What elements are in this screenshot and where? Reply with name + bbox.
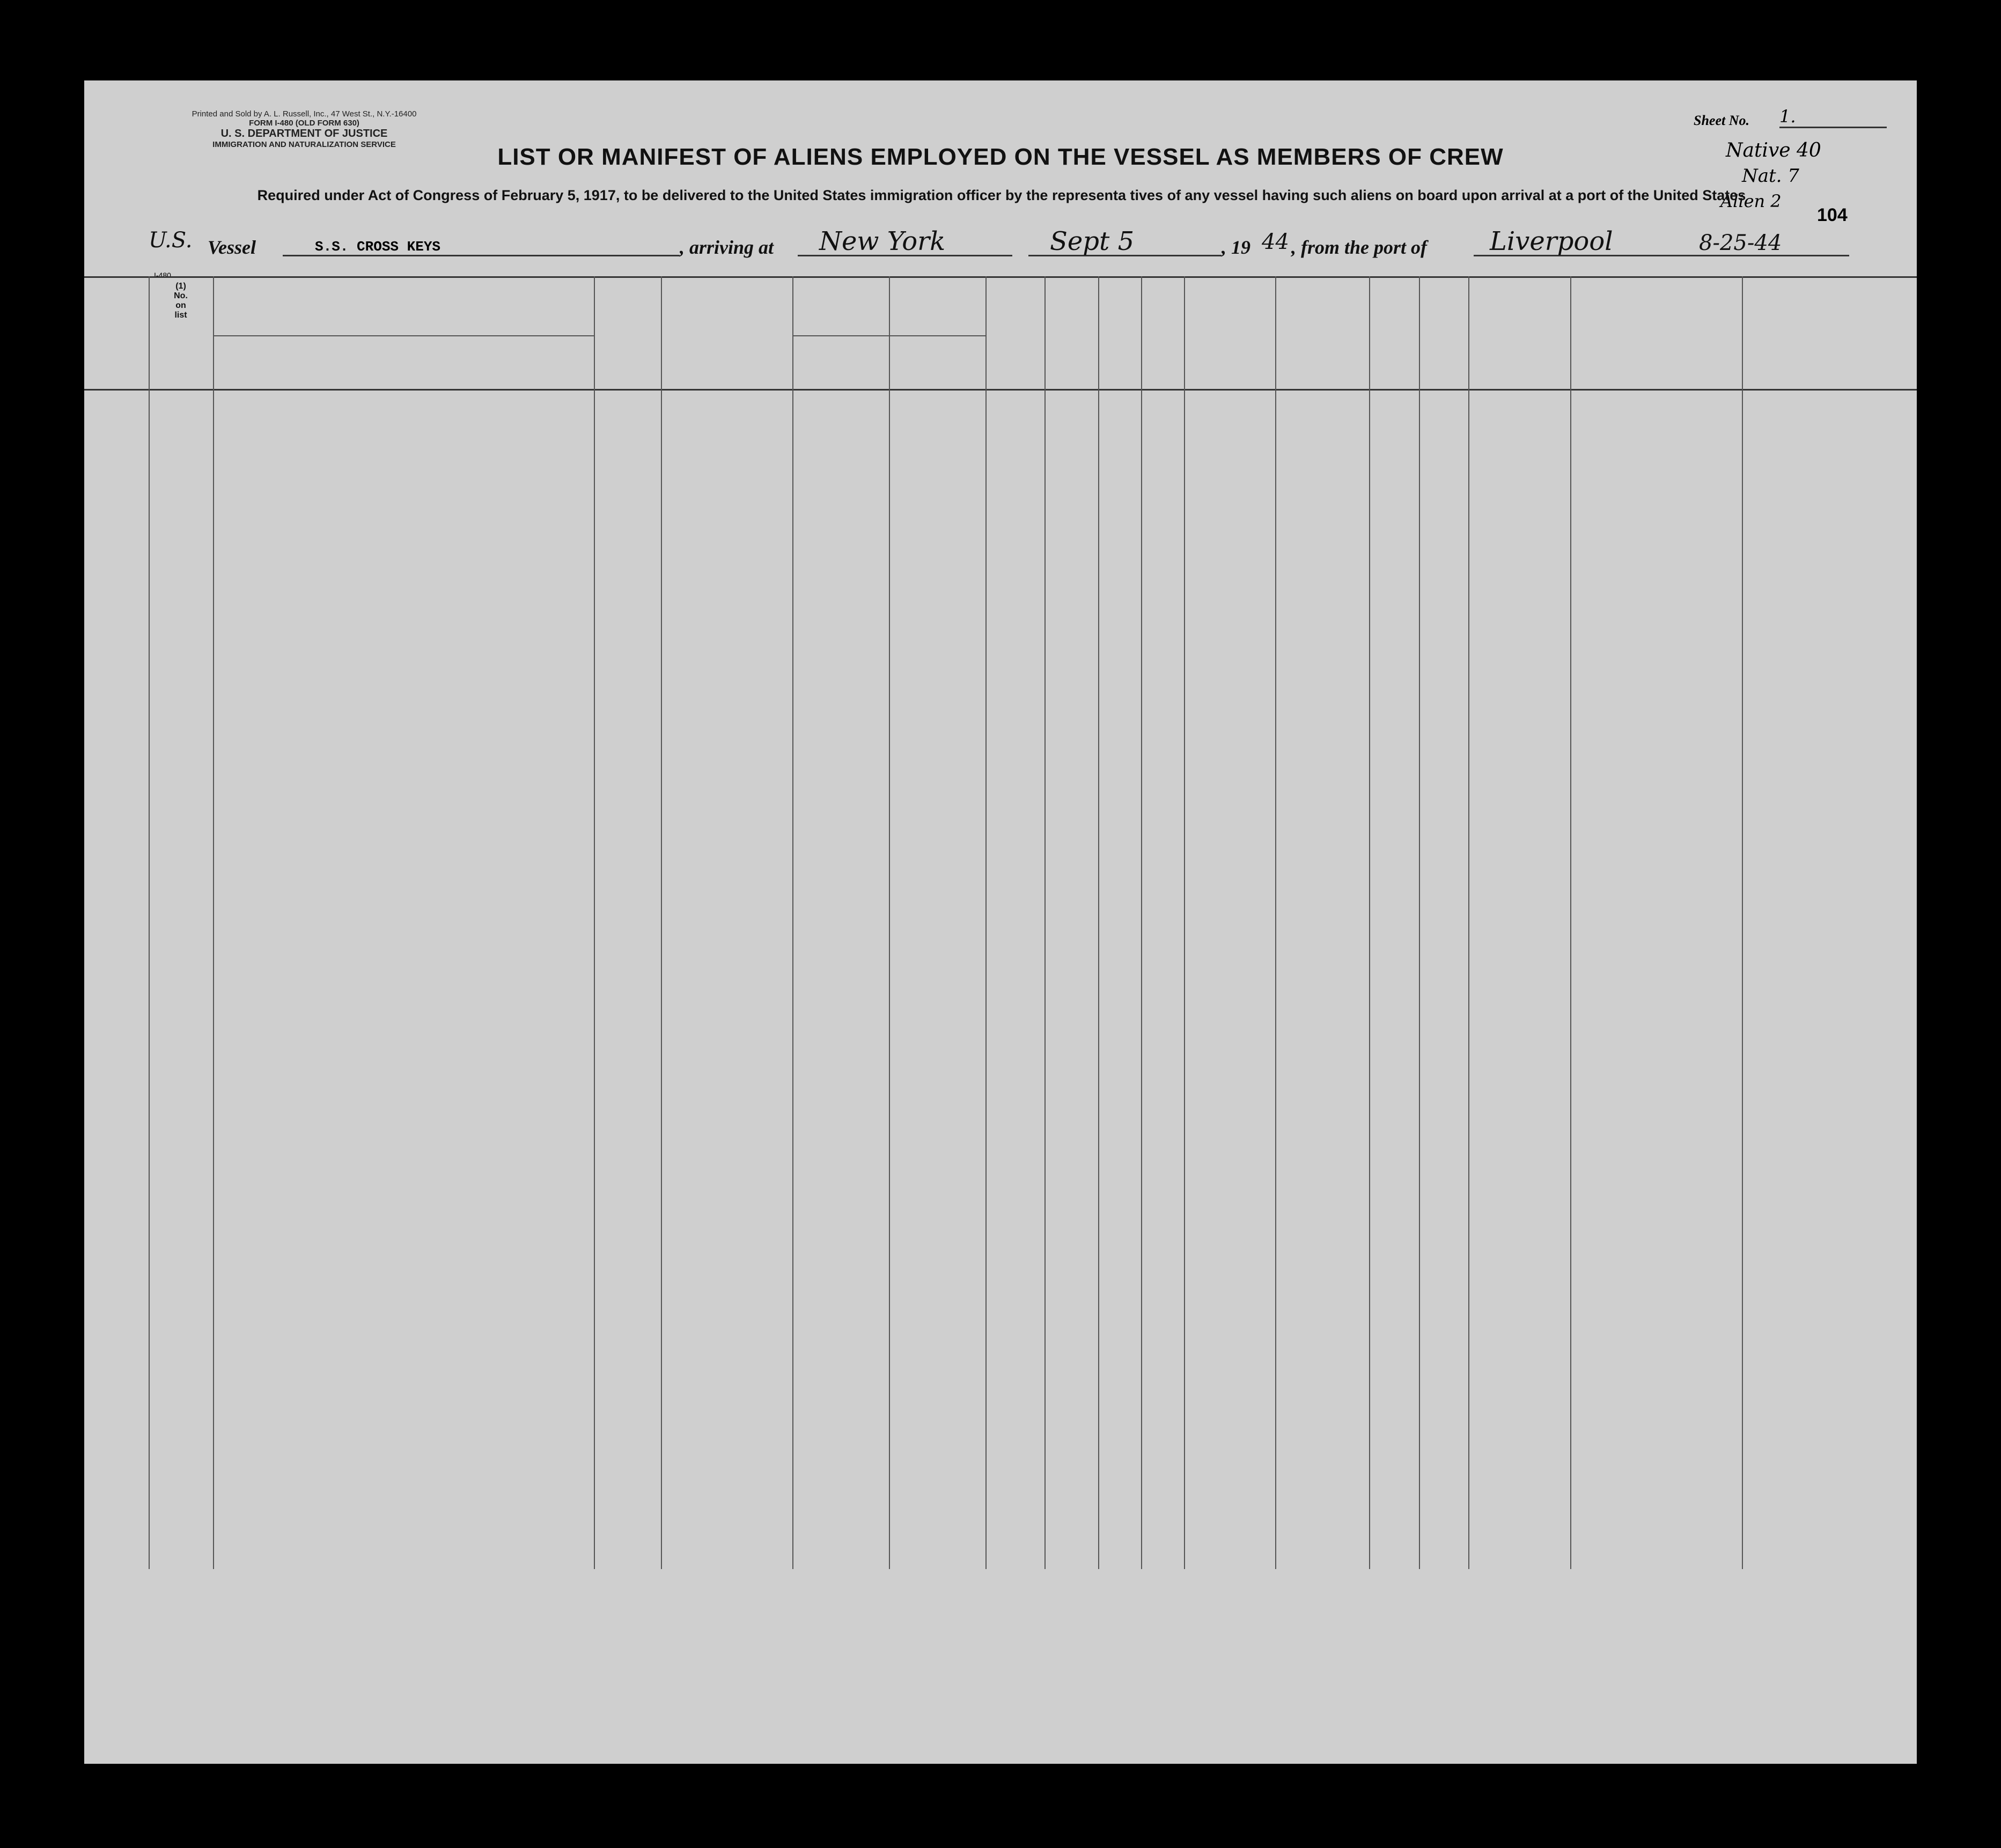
vessel-flag: U.S.	[149, 228, 193, 253]
vessel-name: S.S. CROSS KEYS	[315, 239, 441, 255]
tally-nat: Nat. 7	[1742, 165, 1799, 187]
year-prefix: , 19	[1222, 237, 1250, 258]
sheet-number-label: Sheet No.	[1694, 113, 1749, 128]
printer-block	[154, 109, 454, 149]
form-code: I-480	[154, 271, 171, 279]
arrival-port: New York	[819, 226, 946, 256]
header-list-no: (1) No. on list	[174, 282, 188, 320]
printer-line: IMMIGRATION AND NATURALIZATION SERVICE	[212, 140, 396, 149]
tally-native: Native 40	[1726, 139, 1821, 161]
sheet-number: 1.	[1779, 106, 1887, 128]
printer-line: FORM I-480 (OLD FORM 630)	[249, 119, 359, 128]
page-subtitle: Required under Act of Congress of February 5, 1917, to be delivered to the United States immigration officer by the representa tives of any vessel having such aliens on board upon arrival at a port of the United States	[257, 187, 1746, 203]
from-port: Liverpool	[1490, 226, 1613, 256]
vessel-label: Vessel	[208, 237, 256, 258]
arrival-year: 44	[1262, 230, 1289, 254]
printer-line: Printed and Sold by A. L. Russell, Inc., 47 West St., N.Y.-16400	[192, 109, 417, 119]
from-date: 8-25-44	[1699, 231, 1782, 255]
manifest-sheet	[84, 80, 1917, 1764]
arrival-date: Sept 5	[1050, 226, 1135, 256]
from-port-label: , from the port of	[1291, 237, 1428, 258]
tally-alien: Alien 2	[1720, 191, 1782, 211]
arriving-label: , arriving at	[680, 237, 774, 258]
printer-line: U. S. DEPARTMENT OF JUSTICE	[220, 128, 388, 139]
page-title: LIST OR MANIFEST OF ALIENS EMPLOYED ON THE VESSEL AS MEMBERS OF CREW	[497, 144, 1504, 170]
crew-table	[84, 276, 1917, 1569]
tally-total: 104	[1817, 205, 1848, 225]
